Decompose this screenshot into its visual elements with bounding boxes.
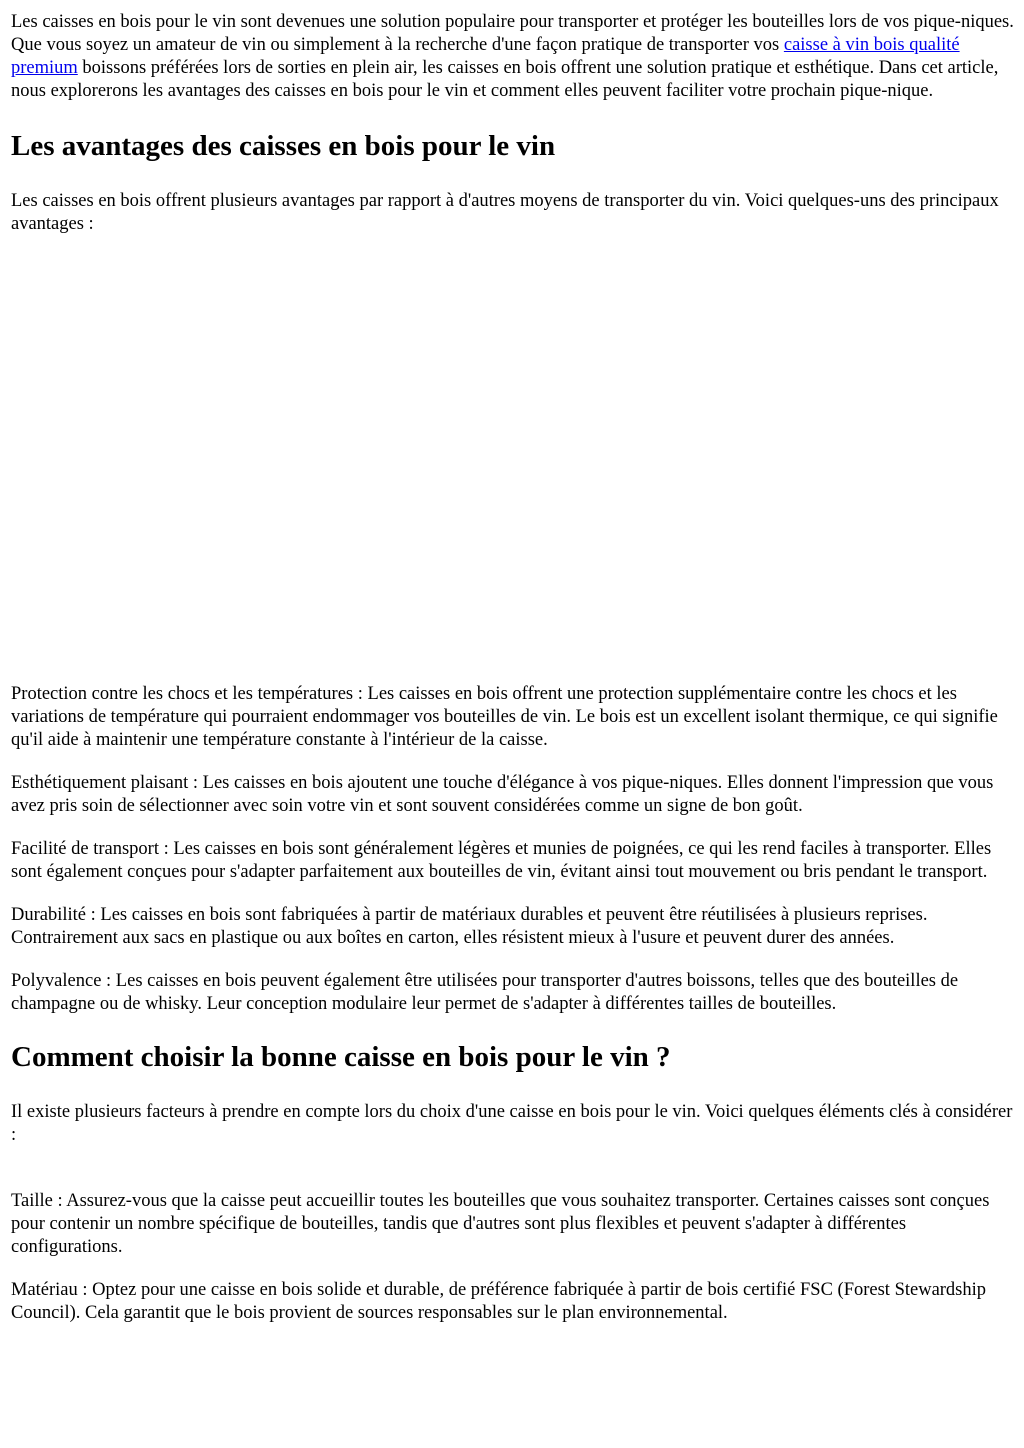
advantage-item-transport: Facilité de transport : Les caisses en bois sont généralement légères et munies de poignées, ce qui les rend faciles à transporter. Elles sont également conçues pour s'adapter parfaitement aux bouteilles de vin, évitant ainsi tout mouvement ou bris pendant le transport.	[11, 839, 992, 882]
advantage-item-durability: Durabilité : Les caisses en bois sont fabriquées à partir de matériaux durables et peuvent être réutilisées à plusieurs reprises. Contrairement aux sacs en plastique ou aux boîtes en carton, elles résistent mieux à l'usure et peuvent durer des années.	[11, 905, 928, 948]
advantage-item-protection: Protection contre les chocs et les températures : Les caisses en bois offrent une protection supplémentaire contre les chocs et les variations de température qui pourraient endommager vos bouteilles de vin. Le bois est un excellent isolant thermique, ce qui signifie qu'il aide à maintenir une température constante à l'intérieur de la caisse.	[11, 684, 998, 750]
intro-paragraph	[11, 11, 1014, 103]
choosing-item-size: Taille : Assurez-vous que la caisse peut accueillir toutes les bouteilles que vous souhaitez transporter. Certaines caisses sont conçues pour contenir un nombre spécifique de bouteilles, tandis que d'autres sont plus flexibles et peuvent s'adapter à différentes configurations.	[11, 1191, 990, 1257]
choosing-item-material: Matériau : Optez pour une caisse en bois solide et durable, de préférence fabriquée à partir de bois certifié FSC (Forest Stewardship Council). Cela garantit que le bois provient de sources responsables sur le plan environnemental.	[11, 1280, 987, 1323]
section-heading-choosing: Comment choisir la bonne caisse en bois pour le vin ?	[11, 1041, 671, 1073]
section-heading-advantages: Les avantages des caisses en bois pour le vin	[11, 130, 556, 162]
image-placeholder	[11, 236, 1014, 683]
premium-wine-crate-link[interactable]: caisse à vin bois qualité premium	[11, 35, 960, 78]
advantages-lead-paragraph: Les caisses en bois offrent plusieurs avantages par rapport à d'autres moyens de transporter du vin. Voici quelques-uns des principaux avantages :	[11, 191, 999, 234]
advantage-item-aesthetics: Esthétiquement plaisant : Les caisses en bois ajoutent une touche d'élégance à vos pique-niques. Elles donnent l'impression que vous avez pris soin de sélectionner avec soin votre vin et sont souvent considérées comme un signe de bon goût.	[11, 773, 994, 816]
intro-text-after-link: boissons préférées lors de sorties en plein air, les caisses en bois offrent une solution pratique et esthétique. Dans cet article, nous explorerons les avantages des caisses en bois pour le vin et comment elles peuvent faciliter votre prochain pique-nique.	[11, 58, 999, 101]
intro-text-before-link: Les caisses en bois pour le vin sont devenues une solution populaire pour transporter et protéger les bouteilles lors de vos pique-niques. Que vous soyez un amateur de vin ou simplement à la recherche d'une façon pratique de transporter vos	[11, 12, 1014, 55]
choosing-lead-paragraph: Il existe plusieurs facteurs à prendre en compte lors du choix d'une caisse en bois pour le vin. Voici quelques éléments clés à considérer :	[11, 1102, 1013, 1145]
advantage-item-versatility: Polyvalence : Les caisses en bois peuvent également être utilisées pour transporter d'autres boissons, telles que des bouteilles de champagne ou de whisky. Leur conception modulaire leur permet de s'adapter à différentes tailles de bouteilles.	[11, 971, 959, 1014]
